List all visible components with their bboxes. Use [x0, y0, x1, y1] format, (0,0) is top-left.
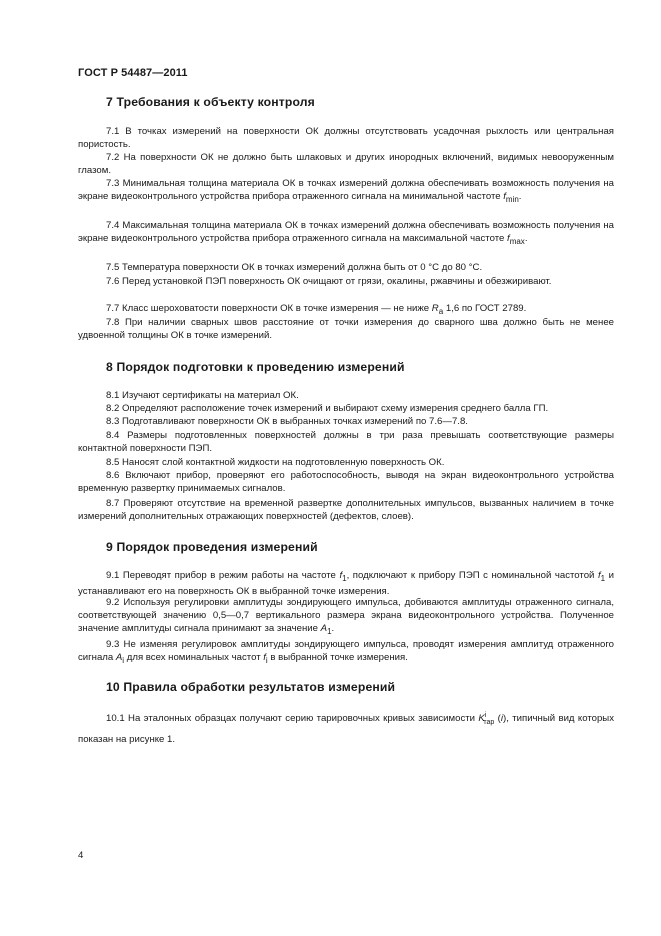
section-7-title: 7 Требования к объекту контроля [106, 95, 315, 109]
paragraph-8-2: 8.2 Определяют расположение точек измерений и выбирают схему измерения среднего балла ГП. [106, 403, 549, 414]
paragraph-9-1: 9.1 Переводят прибор в режим работы на частоте $f_1$, подключают к прибору ПЭП с номинальной частотой $f_1$ и устанавливают его на поверхность ОК в выбранной точке измерения. [78, 570, 615, 598]
paragraph-7-2: 7.2 На поверхности ОК не должно быть шлаковых и других инородных включений, видимых невооруженным глазом. [78, 152, 614, 177]
paragraph-7-3: 7.3 Минимальная толщина материала ОК в точках измерений должна обеспечивать возможность получения на экране видеоконтрольного устройства прибора отраженного сигнала на минимальной частоте $f_{min}$. [78, 178, 614, 205]
section-8-title: 8 Порядок подготовки к проведению измерений [106, 360, 405, 374]
paragraph-7-8: 7.8 При наличии сварных швов расстояние от точки измерения до сварного шва должно быть не менее удвоенной толщины ОК в точке измерений. [78, 317, 614, 342]
section-9-title: 9 Порядок проведения измерений [106, 540, 318, 554]
paragraph-7-4: 7.4 Максимальная толщина материала ОК в точках измерений должна обеспечивать возможность получения на экране видеоконтрольного устройства прибора отраженного сигнала на максимальной частоте $f_{max}$. [78, 220, 614, 247]
paragraph-7-1: 7.1 В точках измерений на поверхности ОК должны отсутствовать усадочная рыхлость или центральная пористость. [78, 126, 614, 151]
paragraph-7-7: 7.7 Класс шероховатости поверхности ОК в точке измерения — не ниже $R_a$ 1,6 по ГОСТ 2789. [106, 303, 527, 316]
paragraph-9-3: 9.3 Не изменяя регулировок амплитуды зондирующего импульса, проводят измерения амплитуд отраженного сигнала $A_i$ для всех номинальных частот $f_i$ в выбранной точке измерения. [78, 639, 614, 666]
paragraph-9-2: 9.2 Используя регулировки амплитуды зондирующего импульса, добиваются амплитуды отраженного сигнала, соответствующей значению 0,5—0,7 вертикального размера экрана видеоконтрольного устройства. Полученное значение амплитуды сигнала принимают за значение $A_1$. [78, 597, 614, 637]
section-10-title: 10 Правила обработки результатов измерений [106, 680, 396, 694]
paragraph-7-5: 7.5 Температура поверхности ОК в точках измерений должна быть от 0 °С до 80 °С. [106, 262, 483, 273]
paragraph-8-4: 8.4 Размеры подготовленных поверхностей должны в три раза превышать соответствующие размеры контактной поверхности ПЭП. [78, 430, 614, 455]
paragraph-8-1: 8.1 Изучают сертификаты на материал ОК. [106, 390, 299, 401]
page-number: 4 [78, 850, 84, 861]
paragraph-8-6: 8.6 Включают прибор, проверяют его работоспособность, выводя на экран видеоконтрольного устройства временную развертку принимаемых сигналов. [78, 470, 614, 495]
document-code-header: ГОСТ Р 54487—2011 [78, 67, 188, 79]
paragraph-8-3: 8.3 Подготавливают поверхности ОК в выбранных точках измерений по 7.6—7.8. [106, 416, 468, 427]
paragraph-8-5: 8.5 Наносят слой контактной жидкости на подготовленную поверхность ОК. [106, 457, 445, 468]
paragraph-7-6: 7.6 Перед установкой ПЭП поверхность ОК очищают от грязи, окалины, ржавчины и обезжиривают. [106, 276, 552, 287]
paragraph-10-1: 10.1 На эталонных образцах получают серию тарировочных кривых зависимости $K^i_{тар}$ (i), типичный вид которых показан на рисунке 1. [78, 712, 614, 746]
paragraph-8-7: 8.7 Проверяют отсутствие на временной развертке дополнительных импульсов, вызванных наличием в точке измерений дополнительных отражающих поверхностей (дефектов, слоев). [78, 498, 614, 523]
